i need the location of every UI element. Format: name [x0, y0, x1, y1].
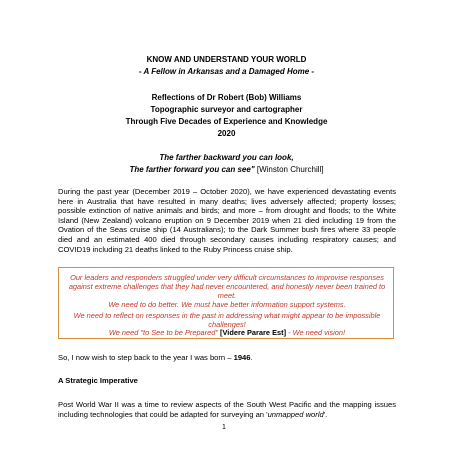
stepback-end: . [250, 353, 253, 362]
section-text-pre: Post World War II was a time to review aspects of the South West Pacific and the mapping issues including technologies that could be adapted for surveying an ' [58, 400, 396, 419]
section-paragraph [58, 400, 396, 419]
callout-latin: [Videre Parare Est] [220, 328, 287, 337]
callout-line-2: We need to do better. We must have better information support systems. [108, 300, 346, 309]
author-year: 2020 [217, 129, 236, 138]
author-line-2: Topographic surveyor and cartographer [150, 105, 303, 114]
section-heading: A Strategic Imperative [58, 376, 138, 385]
section-text-post: '. [323, 409, 328, 419]
stepback-line [58, 353, 396, 363]
callout-line-4-post: - We need vision! [286, 328, 346, 337]
callout-line-4 [59, 328, 395, 337]
page-number: 1 [222, 424, 226, 431]
quote-line-1: The farther backward you can look, [159, 153, 294, 162]
callout-box [58, 267, 394, 339]
author-line-1: Reflections of Dr Robert (Bob) Williams [151, 93, 302, 102]
document-subtitle: - A Fellow in Arkansas and a Damaged Home - [138, 67, 315, 76]
intro-paragraph: During the past year (December 2019 – October 2020), we have experienced devastating events here in Australia that have resulted in many deaths; lives adversely affected; property losses; possible extinction of native animals and birds; and more – from drought and floods; to the White Island (New Zealand) volcano eruption on 9 December 2019 when 21 died including 19 from the Ovation of the Seas cruise ship (14 Australians); to the Dark Summer bush fires where 33 people died and an estimated 400 died through secondary causes including respiratory causes; and COVID19 including 21 deaths linked to the Ruby Princess cruise ship. [58, 187, 396, 254]
birth-year: 1946 [233, 353, 251, 362]
quote-line-2: The farther forward you can see" [129, 165, 255, 174]
document-title: KNOW AND UNDERSTAND YOUR WORLD [146, 55, 307, 64]
callout-line-1: Our leaders and responders struggled under very difficult circumstances to improvise responses against extreme challenges that they had never encountered, and honestly never been trained to meet. [68, 273, 386, 300]
author-line-3: Through Five Decades of Experience and Knowledge [125, 117, 328, 126]
stepback-text: So, I now wish to step back to the year I was born – [58, 353, 234, 362]
section-text-em: unmapped world [267, 409, 324, 419]
quote-attribution: [Winston Churchill] [254, 165, 324, 174]
callout-line-3: We need to reflect on responses in the past in addressing what might appear to be impossible challenges! [73, 311, 381, 329]
quote-line-2-wrap [0, 165, 453, 175]
callout-line-4-pre: We need "to See to be Prepared" [108, 328, 221, 337]
